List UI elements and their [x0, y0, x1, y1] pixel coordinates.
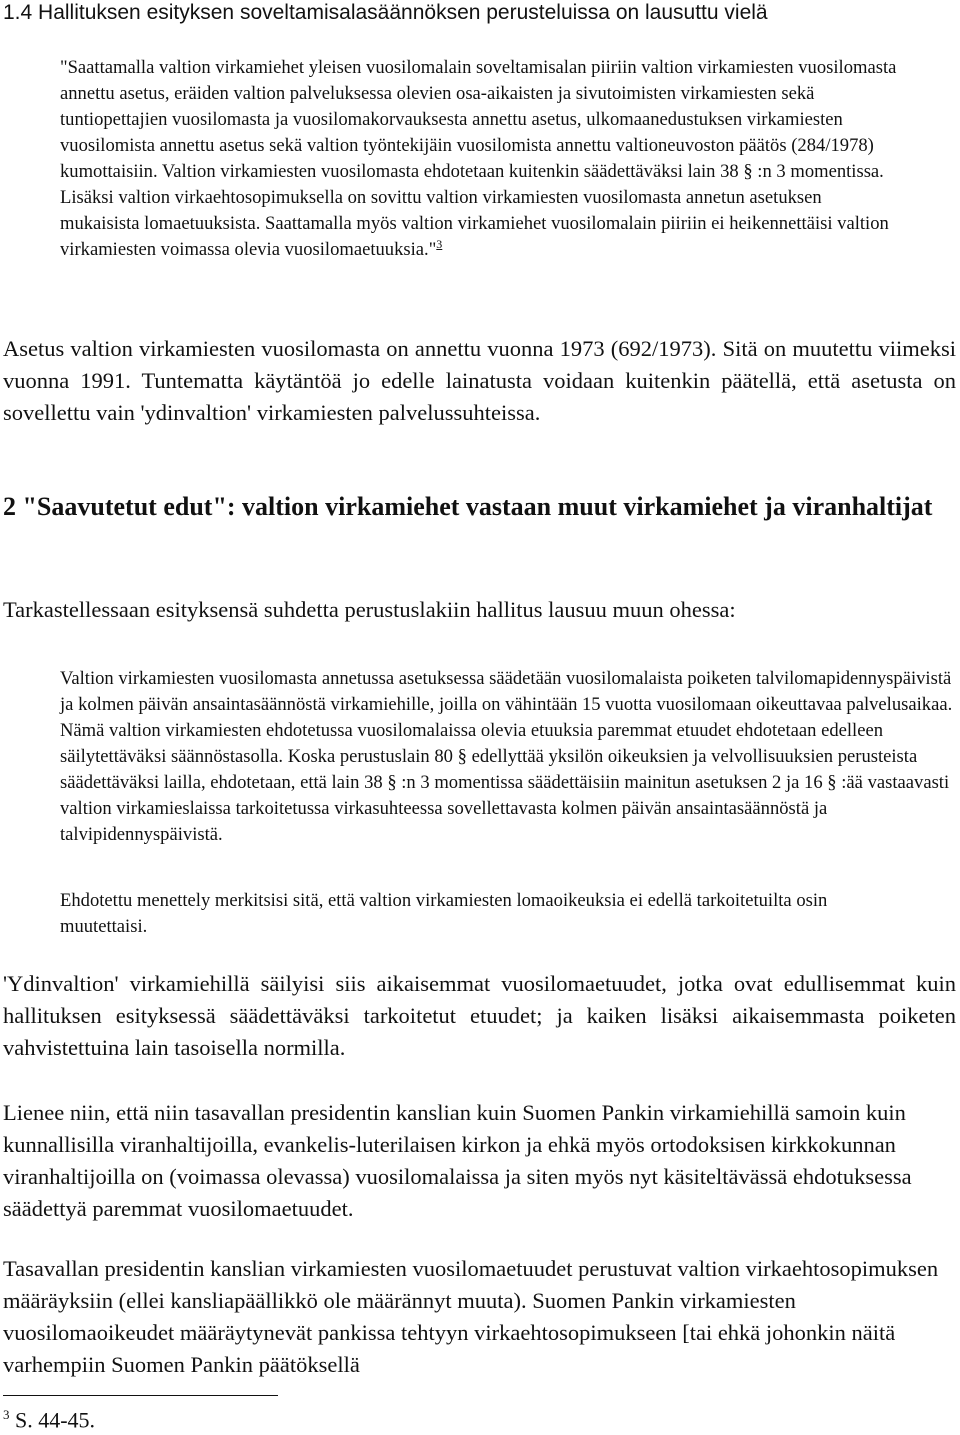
- paragraph-intro: Tarkastellessaan esityksensä suhdetta perustuslakiin hallitus lausuu muun ohessa:: [3, 597, 736, 622]
- quote-paragraph-1: Valtion virkamiesten vuosilomasta annetussa asetuksessa säädetään vuosilomalaista poiketen talvilomapidennyspäivistä ja kolmen päivän ansaintasäännöstä virkamiehille, joilla on vähintään 15 vuotta vuosilomaan oikeuttavaa palvelusaikaa. Nämä valtion virkamiesten ehdotetussa vuosilomalaissa olevia etuuksia paremmat etuudet ehdotetaan edelleen säilytettäväksi säännöstasolla. Koska perustuslain 80 § edellyttää yksilön oikeuksien ja velvollisuuksien perusteista säädettäväksi lailla, ehdotetaan, että lain 38 § :n 3 momentissa säädettäisiin mainitun asetuksen 2 ja 16 § :ää vastaavasti valtion virkamieslaissa tarkoitetussa virkasuhteessa sovellettavasta kolmen päivän ansaintasäännöstä ja talvipidennyspäivistä.: [60, 668, 953, 845]
- block-quote: [60, 55, 898, 263]
- chapter-heading: 2 "Saavutetut edut": valtion virkamiehet vastaan muut virkamiehet ja viranhaltijat: [3, 492, 933, 521]
- footnote-divider: [3, 1395, 278, 1396]
- section-heading: 1.4 Hallituksen esityksen soveltamisalasäännöksen perusteluissa on lausuttu vielä: [3, 1, 768, 24]
- paragraph-others: Lienee niin, että niin tasavallan presidentin kanslian kuin Suomen Pankin virkamiehillä samoin kuin kunnallisilla viranhaltijoilla, evankelis-luterilaisen kirkon ja ehkä myös ortodoksisen kirkkokunnan viranhaltijoilla on (voimassa olevassa) vuosilomalaissa ja siten myös nyt käsiteltävässä ehdotuksessa säädettyä paremmat vuosilomaetuudet.: [3, 1100, 912, 1221]
- quote-paragraph-2: Ehdotettu menettely merkitsisi sitä, että valtion virkamiesten lomaoikeuksia ei edellä tarkoitetuilta osin muutettaisi.: [60, 890, 828, 937]
- footnote-text: S. 44-45.: [15, 1407, 96, 1433]
- paragraph-president-office: Tasavallan presidentin kanslian virkamiesten vuosilomaetuudet perustuvat valtion virkaehtosopimuksen määräyksiin (ellei kansliapäällikkö ole määrännyt muuta). Suomen Pankin virkamiesten vuosilomaoikeudet määräytynevät pankissa tehtyyn virkaehtosopimukseen [tai ehkä johonkin näitä varhempiin Suomen Pankin päätöksellä: [3, 1256, 939, 1377]
- footnote-reference[interactable]: 3: [436, 236, 443, 251]
- paragraph-core-state: 'Ydinvaltion' virkamiehillä säilyisi siis aikaisemmat vuosilomaetuudet, jotka ovat edullisemmat kuin hallituksen esityksessä säädettäväksi tarkoitetut etuudet; ja kaiken lisäksi aikaisemmasta poiketen vahvistettuina lain tasoisella normilla.: [3, 971, 956, 1060]
- footnote: [3, 1400, 95, 1435]
- footnote-number: 3: [3, 1407, 10, 1422]
- quote-text: "Saattamalla valtion virkamiehet yleisen vuosilomalain soveltamisalan piiriin valtion virkamiesten vuosilomasta annettu asetus, eräiden valtion palveluksessa olevien osa-aikaisten ja sivutoimisten virkamiesten sekä tuntiopettajien vuosilomasta ja vuosilomakorvauksesta annettu asetus, ulkomaanedustuksen virkamiesten vuosilomista annettu asetus sekä valtion työntekijäin vuosilomista annettu valtioneuvoston päätös (284/1978) kumottaisiin. Valtion virkamiesten vuosilomasta ehdotetaan kuitenkin säädettäväksi lain 38 § :n 3 momentissa. Lisäksi valtion virkaehtosopimuksella on sovittu valtion virkamiesten vuosilomasta annetun asetuksen mukaisista lomaetuuksista. Saattamalla myös valtion virkamiehet vuosilomalain piiriin ei heikennettäisi valtion virkamiesten voimassa olevia vuosilomaetuuksia.": [60, 57, 897, 260]
- paragraph-decree: Asetus valtion virkamiesten vuosilomasta on annettu vuonna 1973 (692/1973). Sitä on muutettu viimeksi vuonna 1991. Tuntematta käytäntöä jo edelle lainatusta voidaan kuitenkin päätellä, että asetusta on sovellettu vain 'ydinvaltion' virkamiesten palvelussuhteissa.: [3, 336, 956, 425]
